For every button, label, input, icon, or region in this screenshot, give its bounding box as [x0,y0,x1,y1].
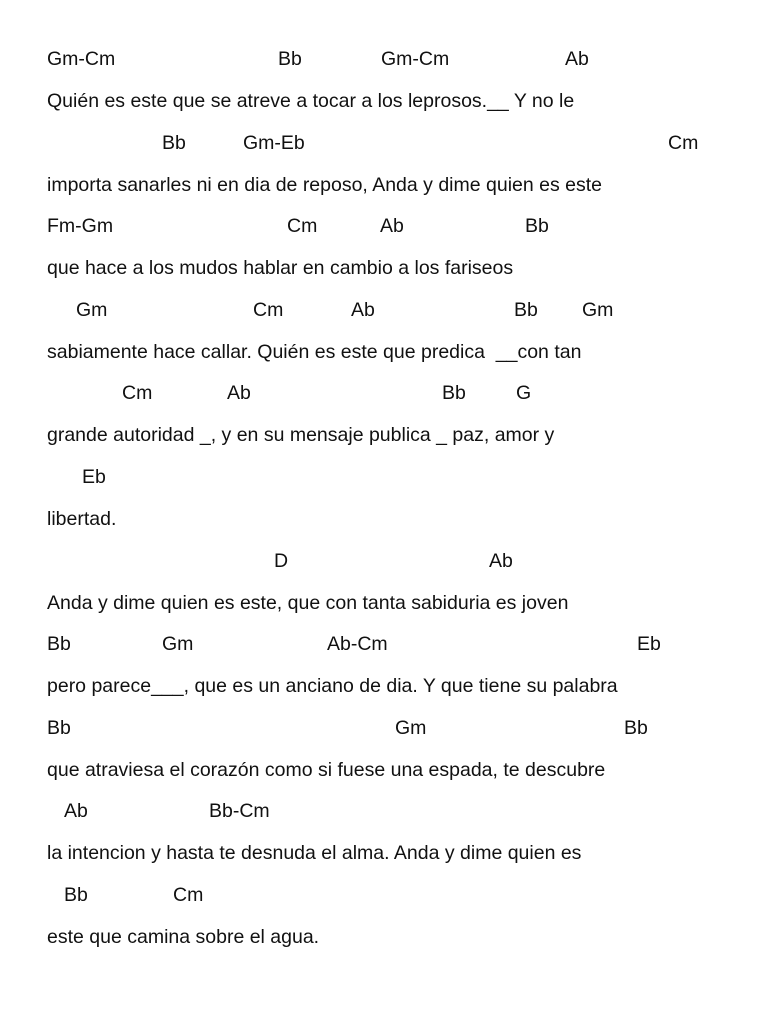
chord: Ab [380,215,404,237]
lyric-line [0,506,768,536]
lyric-line [0,924,768,954]
lyric-text: grande autoridad _, y en su mensaje publica _ paz, amor y [47,424,555,446]
lyric-line [0,673,768,703]
chord: Gm [76,299,108,321]
chord: Ab [64,800,88,822]
chord: Bb [47,717,71,739]
chord: Bb [278,48,302,70]
chord: Bb [47,633,71,655]
lyric-text: Quién es este que se atreve a tocar a los leprosos.__ Y no le [47,90,575,112]
chord-line [0,380,768,410]
chord-line [0,548,768,578]
chord: Bb [525,215,549,237]
chord: Ab [351,299,375,321]
chord-line [0,213,768,243]
lyric-text: importa sanarles ni en dia de reposo, Anda y dime quien es este [47,174,603,196]
lyric-line [0,88,768,118]
lyric-line [0,422,768,452]
chord-line [0,798,768,828]
lyric-line [0,590,768,620]
lyric-text: la intencion y hasta te desnuda el alma. Anda y dime quien es [47,842,582,864]
chord: Eb [82,466,106,488]
chord: Cm [287,215,318,237]
lyric-line [0,255,768,285]
lyric-text: libertad. [47,508,117,530]
chord: Ab-Cm [327,633,388,655]
chord: Gm-Cm [47,48,116,70]
chord: Bb [514,299,538,321]
chord: D [274,550,289,572]
lyric-text: pero parece___, que es un anciano de dia. Y que tiene su palabra [47,675,618,697]
lyric-line [0,840,768,870]
lyric-text: sabiamente hace callar. Quién es este que predica __con tan [47,341,582,363]
chord-line [0,297,768,327]
lyric-text: que hace a los mudos hablar en cambio a los fariseos [47,257,514,279]
chord: Ab [489,550,513,572]
chord: Bb [162,132,186,154]
chord: Bb [624,717,648,739]
chord: Bb-Cm [209,800,270,822]
chord: Cm [173,884,204,906]
chord: Gm [582,299,614,321]
lyric-line [0,172,768,202]
lyric-text: que atraviesa el corazón como si fuese una espada, te descubre [47,759,606,781]
chord-line [0,464,768,494]
chord: Gm [162,633,194,655]
chord-line [0,130,768,160]
chord: Bb [64,884,88,906]
chord: Eb [637,633,661,655]
lyric-line [0,339,768,369]
lyric-text: este que camina sobre el agua. [47,926,320,948]
chord: Cm [253,299,284,321]
chord-line [0,631,768,661]
chord: Ab [565,48,589,70]
lyric-text: Anda y dime quien es este, que con tanta sabiduria es joven [47,592,569,614]
chord: Cm [668,132,699,154]
chord: Gm-Cm [381,48,450,70]
chord: Gm [395,717,427,739]
chord-line [0,882,768,912]
chord: Fm-Gm [47,215,114,237]
lyric-line [0,757,768,787]
chord: G [516,382,532,404]
chord-line [0,715,768,745]
chord: Bb [442,382,466,404]
chord: Gm-Eb [243,132,305,154]
chord-line [0,46,768,76]
chord: Ab [227,382,251,404]
chord: Cm [122,382,153,404]
